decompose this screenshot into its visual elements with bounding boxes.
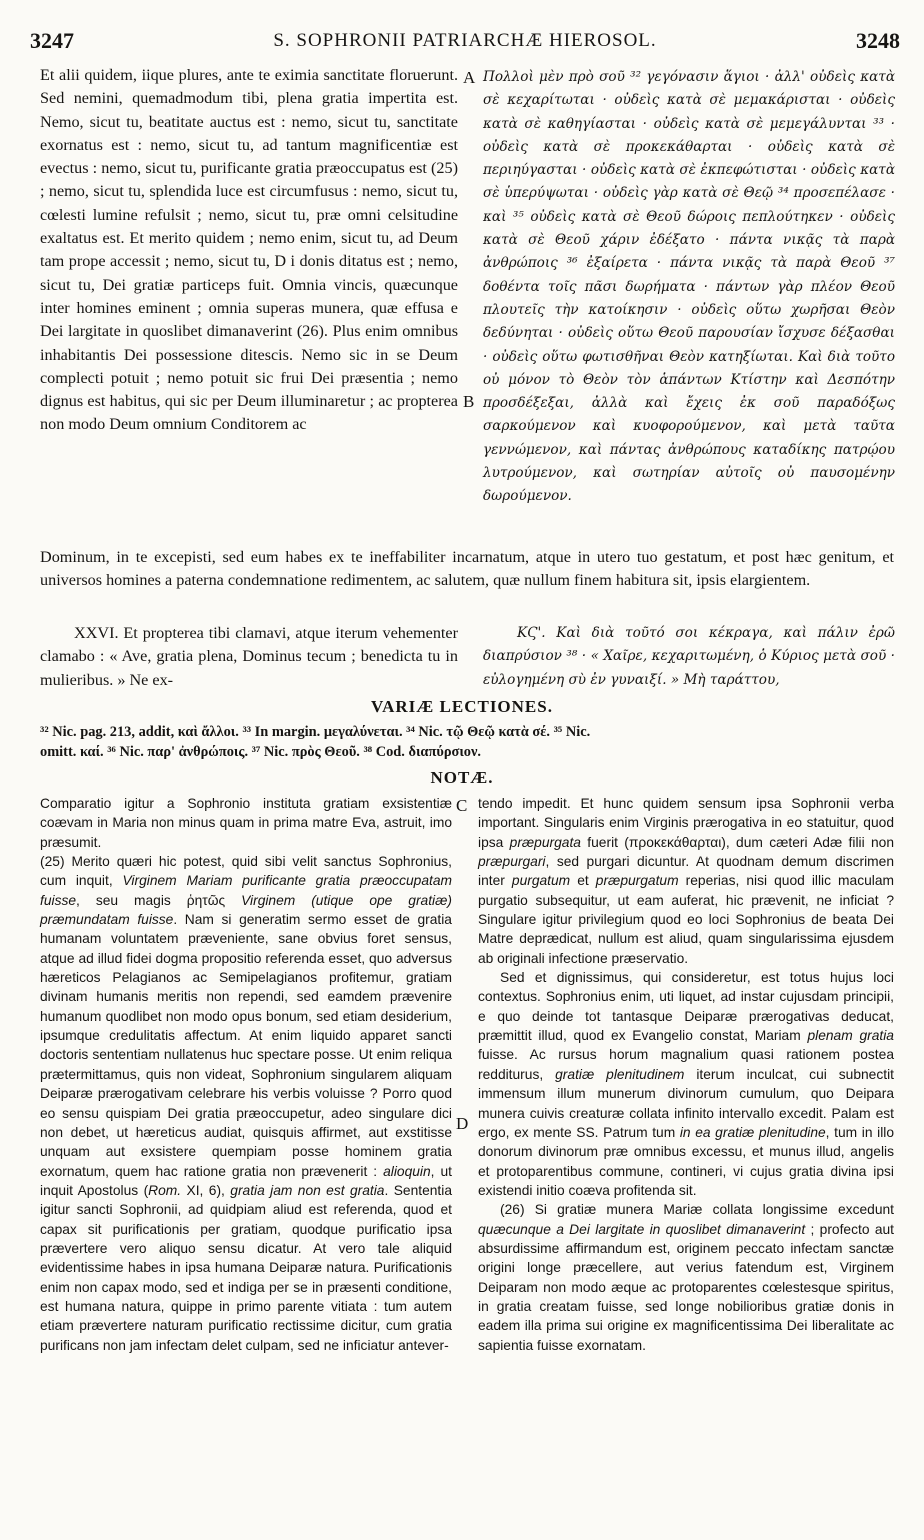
note-paragraph: [478, 794, 894, 968]
margin-marker-c: C: [456, 796, 468, 815]
variant-reading-line: omitt. καί. ³⁶ Nic. παρ' ἀνθρώποις. ³⁷ Nic. πρὸς Θεοῦ. ³⁸ Cod. διαπύρσιον.: [40, 744, 482, 760]
note-text: , seu magis ῥητῶς: [76, 892, 242, 908]
variae-lectiones: [40, 722, 894, 762]
note-emphasis: gratiæ plenitudinem: [555, 1066, 685, 1082]
note-text: tendo impedit. Et hunc quidem sensum ipsa Sophronii verba important. Singularis enim Virginis prærogativa in eo statuitur, quod ipsa: [478, 796, 894, 850]
notes-right-column: [478, 794, 894, 1355]
greek-paragraph-26: ΚϚ'. Καὶ διὰ τοῦτό σοι κέκραγα, καὶ πάλιν ἐρῶ διαπρύσιον ³⁸ · « Χαῖρε, κεχαριτωμένη, ὁ Κύριος μετὰ σοῦ · εὐλογημένη σὺ ἐν γυναιξί. » Μὴ ταράττου,: [483, 625, 895, 688]
note-text: . Sententia igitur sancti Sophronii, ad quidpiam aliud est referenda, quod et capax sit purificationis per gratiam, quodque purificatio ipsa prævertere vero aliquo sensu dicatur. At vero tale aliquid evidentissime habes in ipsa humana Deiparæ natura. Purificationis enim non capax modo, sed et indiga per se in præsenti conditione, est humana natura, quippe in primo parente vitiata : tum autem etiam prævertere naturam purificatio rectissime dicitur, cum gratia purificans non jam infectam delet culpam, sed ne inficiatur antever-: [40, 1182, 452, 1353]
greek-column-section-26: [483, 622, 895, 692]
note-text: et: [570, 873, 596, 889]
greek-paragraph: Πολλοὶ μὲν πρὸ σοῦ ³² γεγόνασιν ἅγιοι · ἀλλ' οὐδεὶς κατὰ σὲ κεχαρίτωται · οὐδεὶς κατὰ σὲ μεμακάρισται · οὐδεὶς κατὰ σὲ καθηγίασται · οὐδεὶς κατὰ σὲ μεμεγάλυνται ³³ · οὐδεὶς κατὰ σὲ προκεκάθαρται · οὐδεὶς κατὰ σὲ περιηύγασται · οὐδεὶς κατὰ σὲ ἐκπεφώτισται · οὐδεὶς κατὰ σὲ ὑπερύψωται · οὐδεὶς γὰρ κατὰ σὲ Θεῷ ³⁴ προσεπέλασε · καὶ ³⁵ οὐδεὶς κατὰ σὲ Θεοῦ δώροις πεπλούτηκεν · οὐδεὶς κατὰ σὲ Θεοῦ χάριν ἐδέξατο · πάντα νικᾷς τὰ παρὰ ἀνθρώποις ³⁶ ἐξαίρετα · πάντα νικᾷς τὰ παρὰ Θεοῦ ³⁷ δοθέντα τοῖς πᾶσι δωρήματα · πάντων γὰρ πλέον Θεοῦ πλουτεῖς τὴν κατοίκησιν · οὐδεὶς οὕτω χωρῆσαι Θεὸν δεδύνηται · οὐδεὶς οὕτω Θεοῦ παρουσίαν ἴσχυσε δέξασθαι · οὐδεὶς οὕτω φωτισθῆναι Θεὸν κατηξίωται. Καὶ διὰ τοῦτο οὐ μόνον τὸ Θεὸν τὸν ἁπάντων Κτίστην καὶ Δεσπότην προσδέξεξαι, ἀλλὰ καὶ ἔχεις ἐκ σοῦ παραδόξως σαρκούμενον καὶ κυοφορούμενον, καὶ μετὰ ταῦτα γεννώμενον, καὶ πάντας ἀνθρώπους καταδίκης πατρῴου λυτρούμενον, καὶ σωτηρίαν αὐτοῖς οὐ παυσομένην δωρούμενον.: [483, 69, 895, 505]
notae-heading: NOTÆ.: [430, 768, 494, 787]
note-text: . Nam si generatim sermo esset de gratia humanam voluntatem præveniente, sane obvius foret sensus, atque ad illud fidei dogma propositio referenda esset, quo adversus hæreticos Pelagianos ac Semipelagianos profitemur, gratiam divinam humanis meritis non rependi, sed eamdem prævenire humanum quodlibet non modo opus bonum, sed etiam desiderium, ipsumque credulitatis affectum. At enim liquido apparet sancti doctoris sententiam nullatenus huc spectare posse. Ut enim reliqua prætermittamus, quis non videat, Sophronium singularem aliquam Deiparæ prærogativam celebrare his verbis voluisse ? Porro quod eo sensu quispiam Dei gratia præoccupetur, adeo singulare dici non debet, ut hæreticus audiat, quisquis affirmet, aut exstitisse unquam aut exsistere quempiam posse hominem gratia exornatum, quem hac ratione gratia non prævenerit :: [40, 912, 452, 1179]
margin-marker-b: B: [463, 392, 475, 411]
variant-reading-line: ³² Nic. pag. 213, addit, καὶ ἄλλοι. ³³ In margin. μεγαλύνεται. ³⁴ Nic. τῷ Θεῷ κατὰ σέ. ³⁵ Nic.: [40, 724, 591, 740]
note-text: XI, 6),: [181, 1182, 231, 1198]
note-emphasis: Virginem Mariam purificante gratia præoccupatam fuisse: [40, 873, 452, 908]
note-text: fuerit (προκεκάθαρται), dum cæteri Adæ filii non: [580, 834, 894, 850]
latin-column-section-26: [40, 622, 458, 692]
margin-marker-a: A: [463, 68, 476, 87]
note-text: Sed et dignissimus, qui consideretur, est totus hujus loci contextus. Sophronius enim, uti liquet, ad instar cujusdam principii, e quo deinde tot tantasque Deiparæ prærogativas deducat, præmittit illud, quod ex Evangelio constat, Mariam: [478, 970, 894, 1044]
note-emphasis: in ea gratiæ plenitudine: [679, 1124, 826, 1140]
note-25: [40, 852, 452, 1355]
note-paragraph: Comparatio igitur a Sophronio instituta gratiam exsistentiæ coævam in Maria non minus quam in prima matre Eva, astruit, imo præsumit.: [40, 796, 452, 850]
note-emphasis: præpurgata: [509, 834, 581, 850]
note-emphasis: quæcunque a Dei largitate in quoslibet dimanaverint: [478, 1221, 806, 1237]
note-emphasis: Rom.: [148, 1182, 182, 1198]
page-header: [30, 28, 900, 56]
full-width-continuation: Dominum, in te excepisti, sed eum habes ex te ineffabiliter incarnatum, atque in utero tuo gestatum, et post hæc genitum, et universos homines a paterna condemnatione redimentem, ac salutem, quæ nullum finem habitura sit, ipsis elargientem.: [40, 548, 894, 590]
latin-column: [40, 64, 458, 437]
note-emphasis: Virginem (utique ope gratiæ) præmundatam fuisse: [40, 892, 452, 928]
greek-column: [483, 66, 895, 509]
note-26: [478, 1200, 894, 1355]
note-emphasis: alioquin: [383, 1163, 431, 1179]
note-text: fuisse. Ac rursus horum magnalium quasi rationem postea redditurus,: [478, 1047, 894, 1082]
note-text: ; profecto aut absurdissime affirmandum est, originem peccato infectam sanctæ origini longe præcellere, aut verius fatendum est, Virginem Deiparam non modo æque ac protoparentes cœlestesque spiritus, in gratia creatam fuisse, sed longe nobilioribus gratiæ donis in eadem illa prima sui origine ex magnificentissima Dei liberalitate ac sapientia fuisse exornatam.: [478, 1221, 894, 1353]
running-title: S. SOPHRONII PATRIARCHÆ HIEROSOL.: [273, 30, 657, 51]
margin-marker-d: D: [456, 1114, 469, 1133]
note-text: iterum inculcat, cui subnectit immensum illum munerum divinorum cumulum, quo Deipara munera cuivis creaturæ collata infinito intervallo excedit. Palam est ergo, ex mente SS. Patrum tum: [478, 1066, 894, 1140]
note-emphasis: gratia jam non est gratia: [230, 1182, 385, 1198]
latin-paragraph-26: XXVI. Et propterea tibi clamavi, atque iterum vehementer clamabo : « Ave, gratia plena, Dominus tecum ; benedicta tu in mulieribus. » Ne ex-: [40, 624, 458, 689]
note-text: (26) Si gratiæ munera Mariæ collata longissime excedunt: [500, 1202, 894, 1218]
note-paragraph: [478, 968, 894, 1200]
note-emphasis: præpurgatum: [595, 873, 679, 889]
notes-left-column: [40, 794, 452, 1355]
note-text: , ut inquit Apostolus (: [40, 1163, 452, 1198]
note-text: , tum in illo donorum divinorum præ omnibus excessu, et munus illud, angelis et protoparentibus commune, contineri, vi cujus gratia divina ipsi existendi initio coæva profitenda sit.: [478, 1124, 894, 1198]
note-emphasis: plenam gratia: [807, 1028, 894, 1044]
latin-paragraph: Et alii quidem, iique plures, ante te eximia sanctitate floruerunt. Sed nemini, quemadmodum tibi, plena gratia impertita est. Nemo, sicut tu, beatitate auctus est : nemo, sicut tu, sanctitate exornatus est : nemo, sicut tu, ad tantum magnificentiæ est evectus : nemo, sicut tu, purificante gratia præoccupatus est (25) ; nemo, sicut tu, splendida luce est circumfusus : nemo, sicut tu, cœlesti lumine refulsit ; nemo, sicut tu, præ omni celsitudine exaltatus est. Et merito quidem ; nemo enim, sicut tu, ad Deum tam prope accessit ; nemo, sicut tu, D i donis ditatus est ; nemo, sicut tu, Dei gratiæ particeps fuit. Omnia vincis, quæcunque inter homines eminent ; omnia superas munera, quæ effusa e Dei largitate in quoslibet dimanaverint (26). Plus enim omnibus inhabitantis Dei possessione ditescis. Nemo sic in se Deum complecti potuit ; nemo potuit sic frui Dei præsentia ; nemo dignus est habitus, qui sic per Deum illuminaretur ; ac propterea non modo Deum omnium Conditorem ac: [40, 66, 458, 434]
page-number-right: 3248: [856, 28, 900, 53]
note-emphasis: præpurgari: [478, 854, 546, 870]
variae-lectiones-heading: VARIÆ LECTIONES.: [371, 697, 553, 716]
note-text: reperias, nisi quod illic maculam purgatio subsequitur, ut eam auferat, hic prævenit, ne inficiat ? Singulare igitur privilegium quod eo loci Sophronius de beata Dei Matre deprædicat, nullum est aliud, quam singularissima ejusdem ab originali infectione præservatio.: [478, 873, 894, 966]
note-emphasis: purgatum: [511, 873, 571, 889]
note-text: (25) Merito quæri hic potest, quid sibi velit sanctus Sophronius, cum inquit,: [40, 854, 452, 889]
note-text: , sed purgari dicuntur. At quodnam demum discrimen inter: [478, 854, 894, 889]
page-number-left: 3247: [30, 28, 74, 53]
